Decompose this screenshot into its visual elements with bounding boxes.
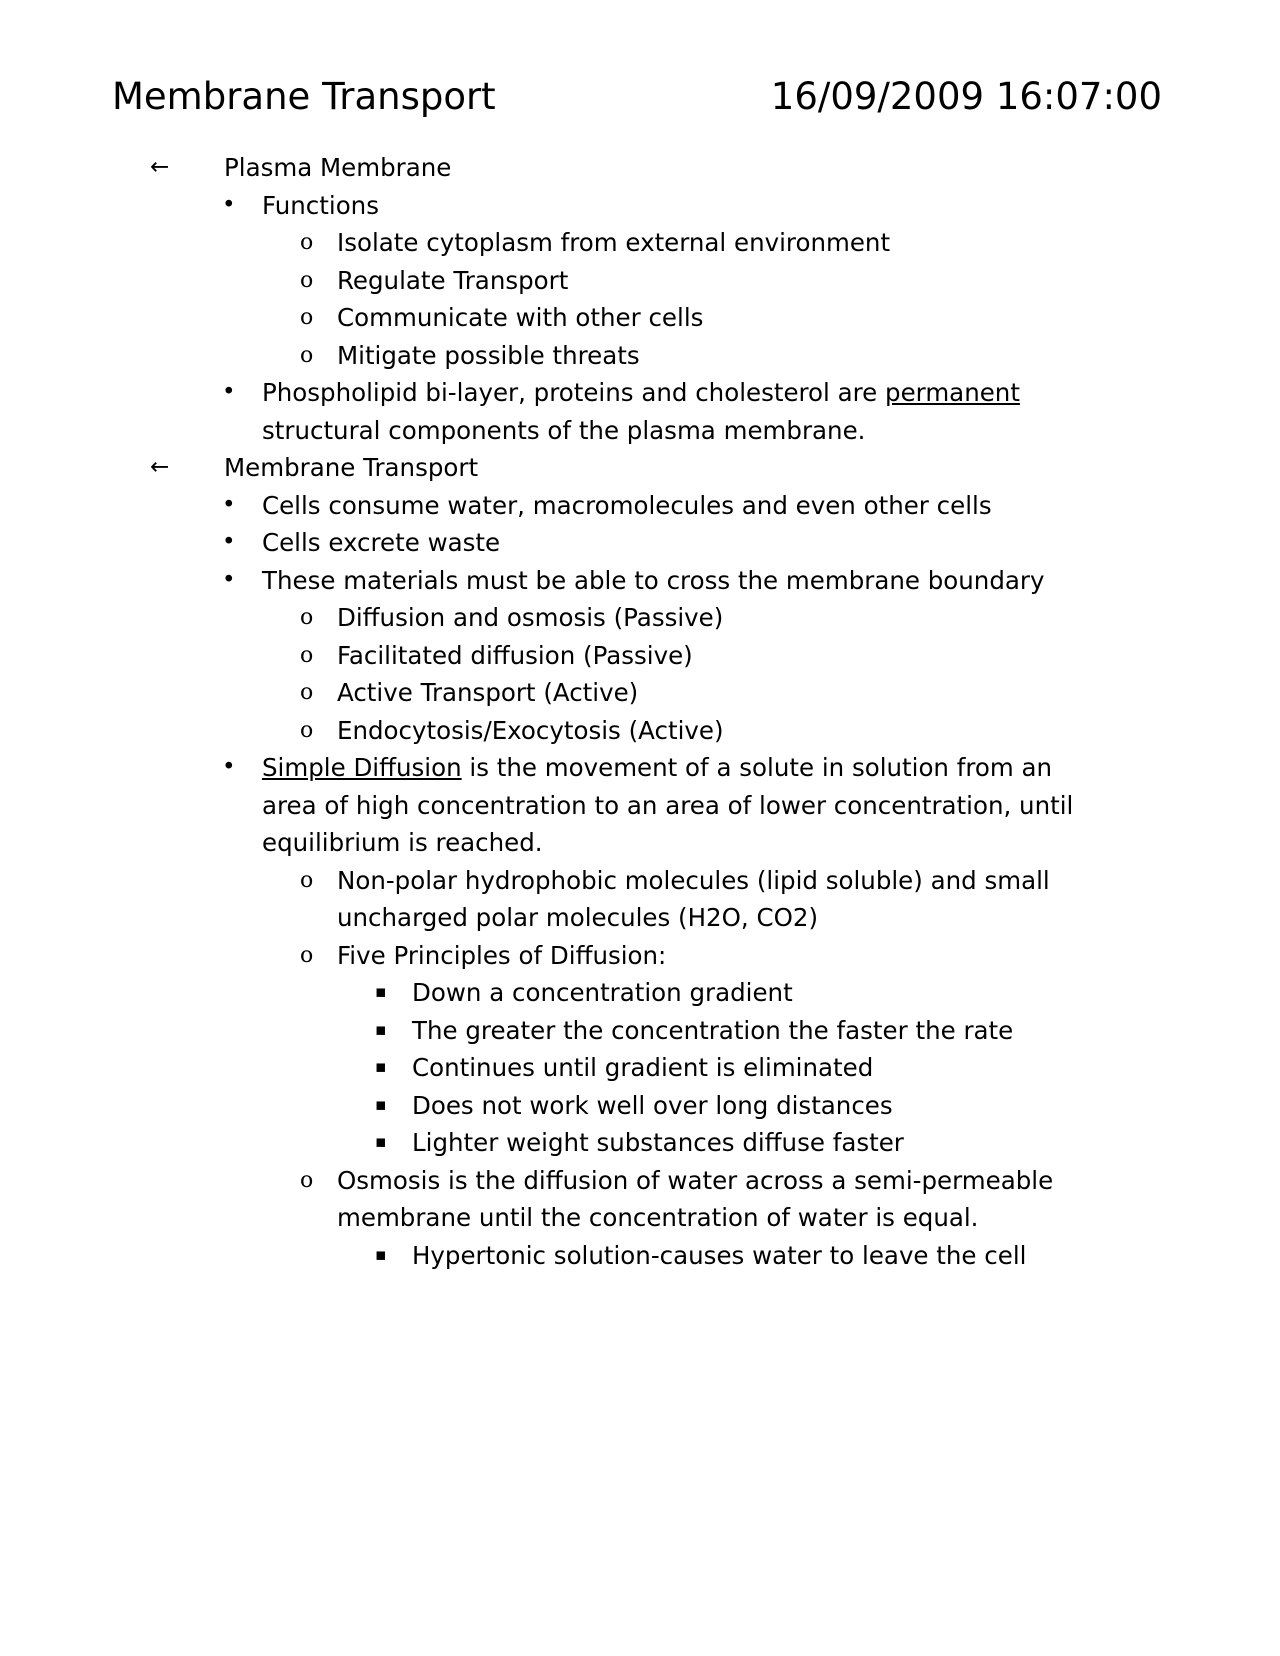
list-item: [0, 337, 1087, 375]
underlined-term: permanent: [885, 378, 1020, 407]
circle-bullet-icon: o: [300, 605, 314, 630]
list-item-text: Cells excrete waste: [262, 528, 501, 557]
list-item-text: Communicate with other cells: [337, 303, 704, 332]
bullet-icon: •: [222, 379, 236, 405]
list-item-text: Continues until gradient is eliminated: [412, 1053, 874, 1082]
list-item-text: Does not work well over long distances: [412, 1090, 893, 1120]
circle-bullet-icon: o: [300, 867, 314, 893]
document-title: Membrane Transport: [112, 75, 496, 118]
circle-bullet-icon: o: [300, 342, 314, 368]
section-heading-label: Plasma Membrane: [224, 153, 452, 182]
circle-bullet-icon: o: [300, 1167, 314, 1193]
list-item: [0, 1237, 1082, 1275]
underlined-term: Simple Diffusion: [262, 753, 462, 782]
square-bullet-icon: ▪: [375, 1132, 387, 1152]
section-heading-membrane-transport: [0, 449, 1280, 487]
square-bullet-icon: ▪: [375, 1057, 387, 1077]
list-item: [0, 674, 1087, 712]
list-item-text: Lighter weight substances diffuse faster: [412, 1128, 904, 1157]
list-item-text: Facilitated diffusion (Passive): [337, 640, 693, 670]
list-item: [0, 1012, 1082, 1050]
circle-bullet-icon: o: [300, 230, 314, 255]
list-item-text: Endocytosis/Exocytosis (Active): [337, 715, 724, 745]
list-item: [0, 1087, 1082, 1125]
list-item: [0, 562, 1090, 600]
bullet-icon: •: [222, 191, 236, 218]
square-bullet-icon: ▪: [375, 1244, 387, 1265]
list-item: [0, 524, 1090, 562]
list-item: [0, 299, 1087, 337]
document-datetime: 16/09/2009 16:07:00: [770, 75, 1162, 118]
bullet-icon: •: [222, 754, 236, 780]
list-item: [0, 487, 1090, 525]
circle-bullet-icon: o: [300, 642, 314, 668]
list-item: [0, 1049, 1082, 1087]
list-item: [0, 749, 1090, 862]
list-item-text: Osmosis is the diffusion of water across a semi-permeable membrane until the concentration of water is equal.: [337, 1165, 1054, 1232]
list-item-text: The greater the concentration the faster the rate: [412, 1015, 1014, 1045]
list-item: [0, 1124, 1082, 1162]
list-item-text: Down a concentration gradient: [412, 978, 793, 1007]
circle-bullet-icon: o: [300, 680, 314, 705]
square-bullet-icon: ▪: [375, 1019, 387, 1040]
list-item-text: Active Transport (Active): [337, 678, 639, 707]
components-text-before: Phospholipid bi-layer, proteins and cholesterol are: [262, 378, 886, 407]
list-item-text: Five Principles of Diffusion:: [337, 940, 667, 970]
list-item: [0, 862, 1087, 937]
list-item: [0, 1162, 1087, 1237]
section-heading-plasma-membrane: [0, 149, 1280, 187]
components-text-after: structural components of the plasma membrane.: [262, 415, 866, 445]
notes-outline: [0, 149, 1280, 1274]
list-item-text: Diffusion and osmosis (Passive): [337, 603, 724, 632]
list-item: [0, 974, 1082, 1012]
list-item: [0, 599, 1087, 637]
list-item: [0, 937, 1087, 975]
list-item-text: Cells consume water, macromolecules and even other cells: [262, 490, 992, 520]
list-item: [0, 262, 1087, 300]
circle-bullet-icon: o: [300, 717, 314, 743]
list-item: [0, 224, 1087, 262]
list-item-text: Mitigate possible threats: [337, 340, 640, 370]
list-item: [0, 712, 1087, 750]
arrow-left-icon: ←: [150, 154, 170, 180]
square-bullet-icon: ▪: [375, 1094, 387, 1115]
list-item-text: Regulate Transport: [337, 265, 569, 295]
list-item-text: These materials must be able to cross the membrane boundary: [262, 565, 1045, 595]
list-item-text: Hypertonic solution-causes water to leave the cell: [412, 1240, 1027, 1270]
circle-bullet-icon: o: [300, 305, 314, 330]
list-item: [0, 637, 1087, 675]
circle-bullet-icon: o: [300, 942, 314, 968]
list-item-text: Non-polar hydrophobic molecules (lipid soluble) and small uncharged polar molecules (H2O, CO2): [337, 865, 1050, 932]
square-bullet-icon: ▪: [375, 982, 387, 1002]
functions-label: Functions: [262, 190, 379, 220]
circle-bullet-icon: o: [300, 267, 314, 293]
bullet-icon: •: [222, 491, 236, 518]
list-item: [0, 374, 1090, 449]
section-heading-label: Membrane Transport: [224, 453, 479, 482]
list-item-text: Isolate cytoplasm from external environment: [337, 228, 891, 257]
definition-text: is the movement of a solute in solution from an area of high concentration to an area of lower concentration, until equilibrium is reached.: [262, 753, 1074, 857]
list-item: [0, 187, 1090, 225]
bullet-icon: •: [222, 566, 236, 593]
arrow-left-icon: ←: [150, 454, 170, 480]
bullet-icon: •: [222, 529, 236, 555]
